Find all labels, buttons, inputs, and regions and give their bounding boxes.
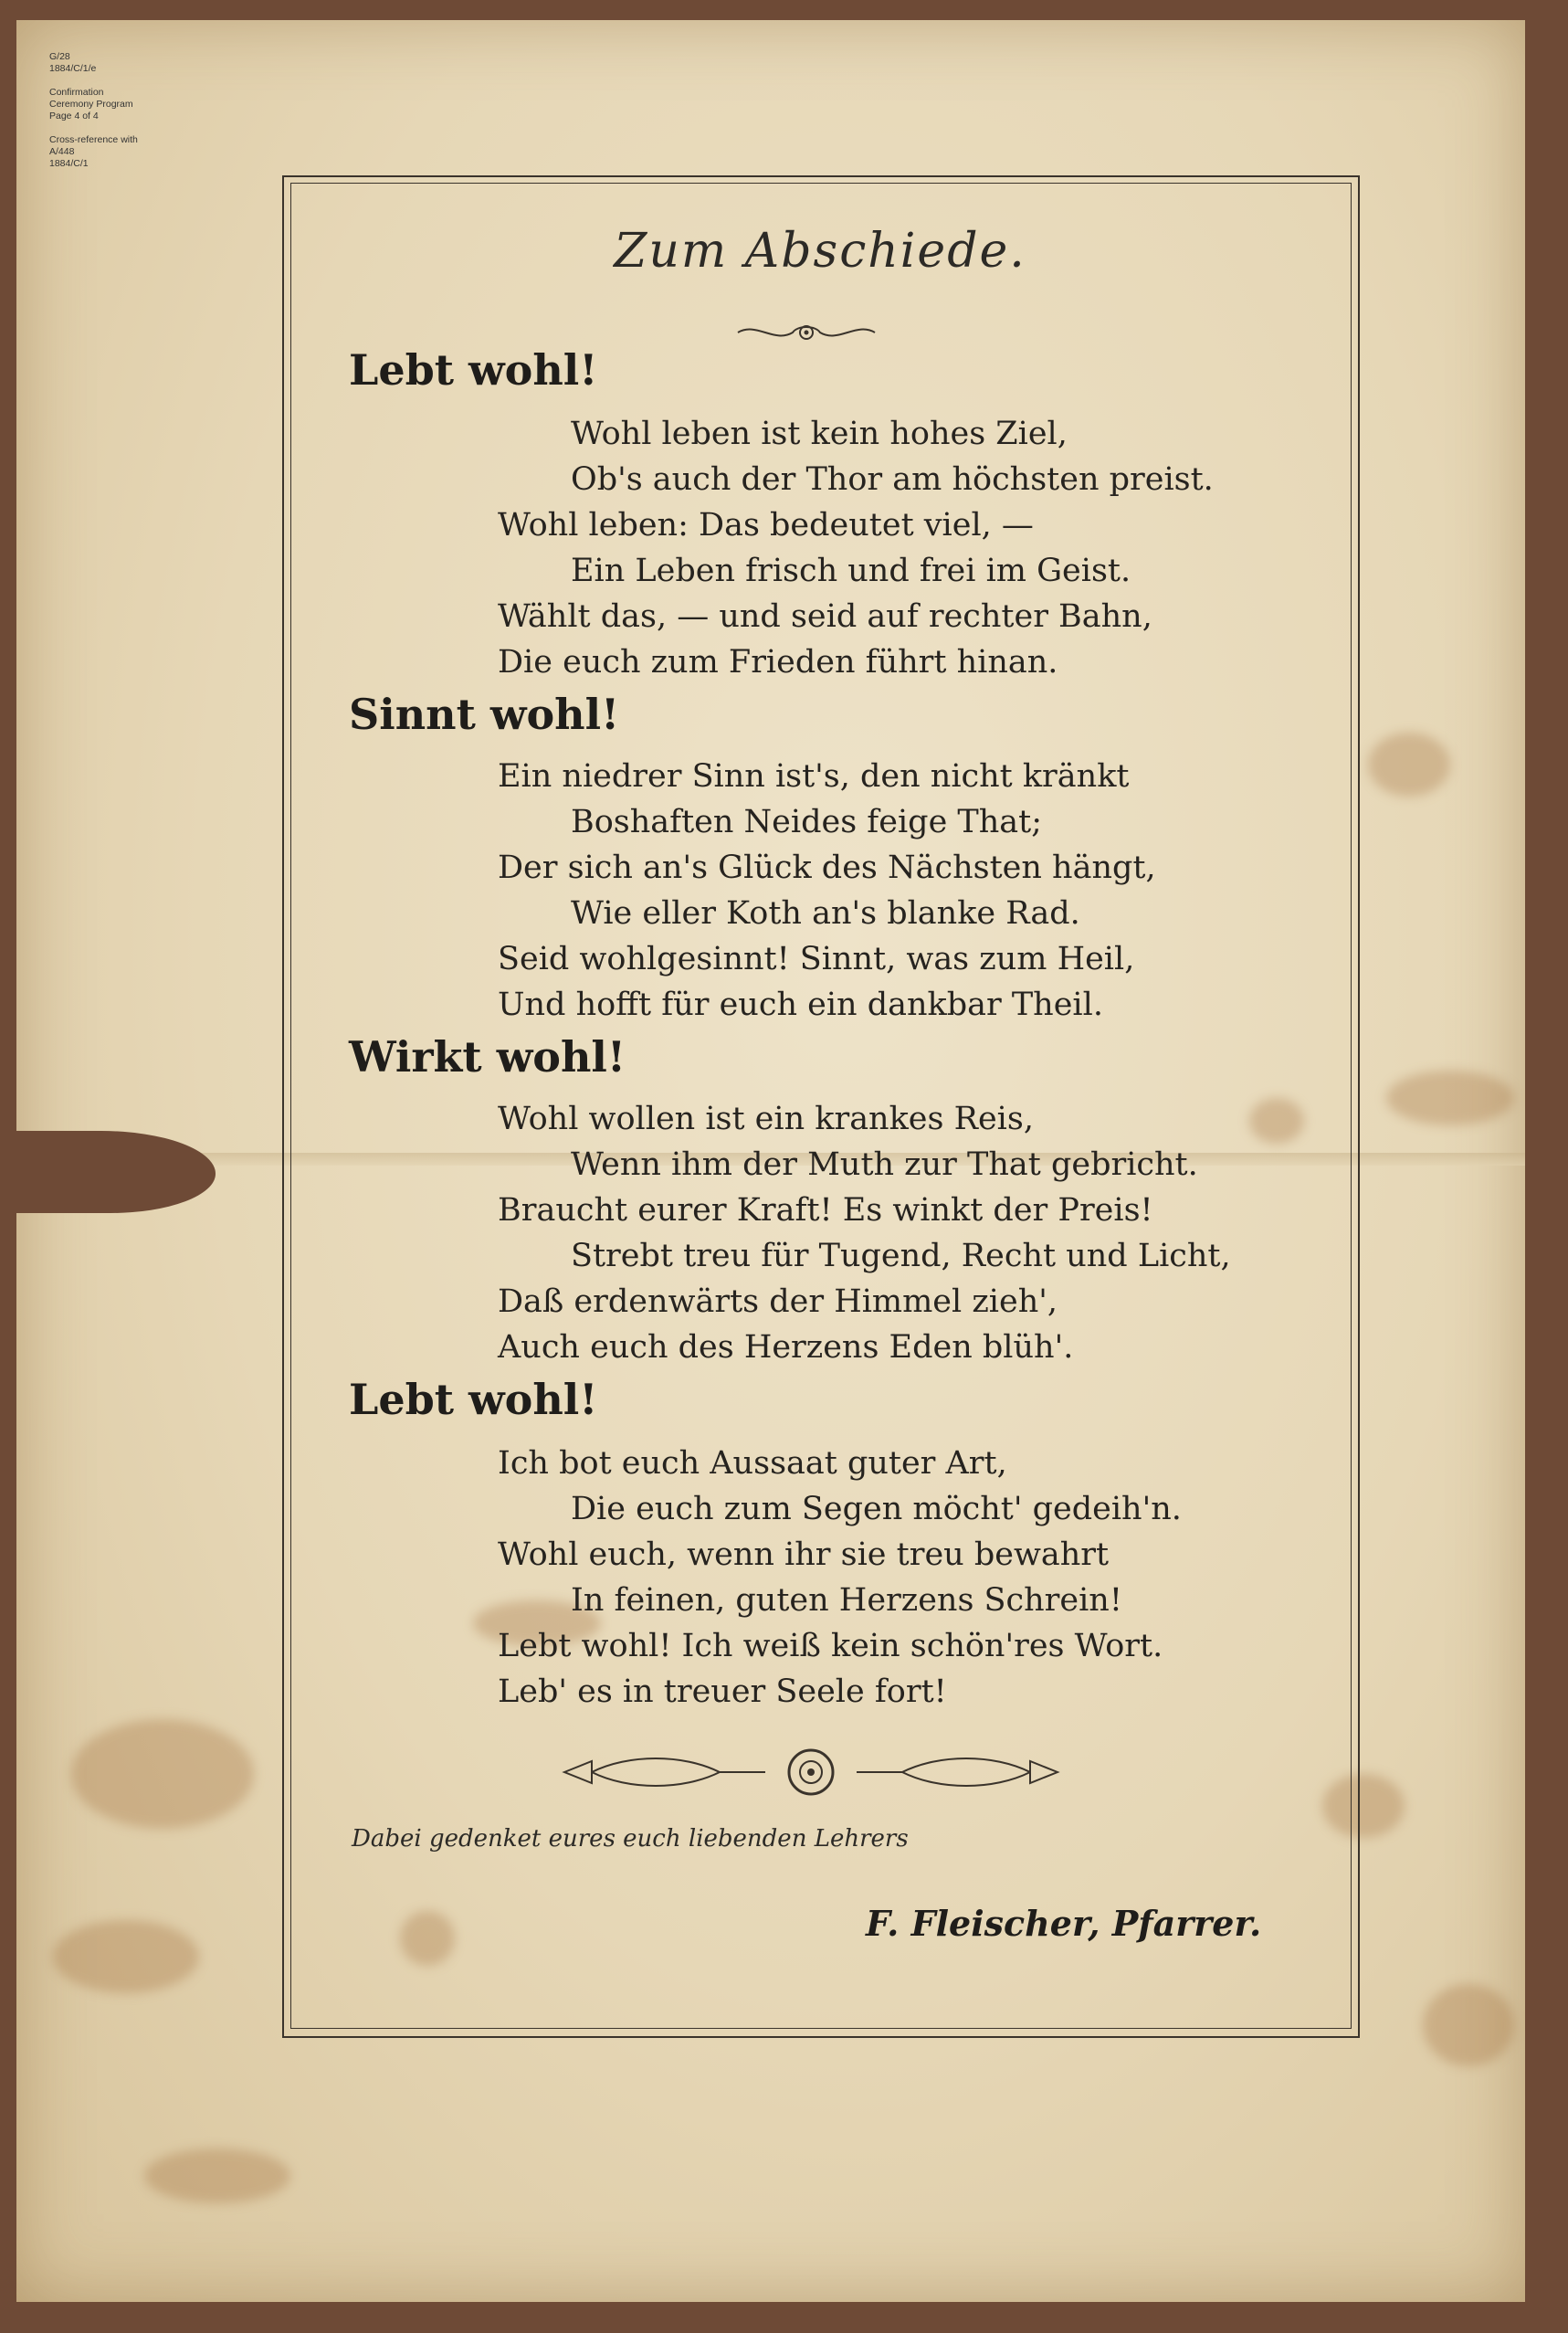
- ornament-divider-icon: [555, 1745, 1067, 1800]
- verse-line: Seid wohlgesinnt! Sinnt, was zum Heil,: [498, 941, 1135, 977]
- archive-label-line: [49, 122, 186, 134]
- stanza-heading: Wirkt wohl!: [349, 1032, 626, 1082]
- verse-line: Ob's auch der Thor am höchsten preist.: [571, 461, 1214, 498]
- archive-label-line: [49, 75, 186, 87]
- signature: F. Fleischer, Pfarrer.: [866, 1903, 1262, 1944]
- archive-label: [49, 51, 186, 170]
- verse-line: Lebt wohl! Ich weiß kein schön'res Wort.: [498, 1628, 1163, 1664]
- verse-line: Strebt treu für Tugend, Recht und Licht,: [571, 1238, 1231, 1274]
- archive-label-line: 1884/C/1: [49, 158, 89, 169]
- archive-label-line: Ceremony Program: [49, 99, 133, 110]
- closing-line: Dabei gedenket eures euch liebenden Lehrers: [352, 1825, 909, 1853]
- ornament-top-icon: [733, 320, 879, 345]
- verse-line: Braucht eurer Kraft! Es winkt der Preis!: [498, 1192, 1153, 1229]
- verse-line: Auch euch des Herzens Eden blüh'.: [498, 1329, 1074, 1366]
- archive-label-line: A/448: [49, 146, 75, 157]
- verse-line: Die euch zum Frieden führt hinan.: [498, 644, 1058, 681]
- page-title: Zum Abschiede.: [614, 224, 1026, 279]
- verse-line: Wählt das, — und seid auf rechter Bahn,: [498, 598, 1152, 635]
- verse-line: Ein niedrer Sinn ist's, den nicht kränkt: [498, 758, 1130, 795]
- verse-line: Wie eller Koth an's blanke Rad.: [571, 895, 1080, 932]
- verse-line: Leb' es in treuer Seele fort!: [498, 1673, 947, 1710]
- verse-line: Der sich an's Glück des Nächsten hängt,: [498, 850, 1156, 886]
- archive-label-line: Cross-reference with: [49, 134, 138, 145]
- verse-line: Die euch zum Segen möcht' gedeih'n.: [571, 1491, 1182, 1527]
- archive-label-line: 1884/C/1/e: [49, 63, 97, 74]
- verse-line: Wohl euch, wenn ihr sie treu bewahrt: [498, 1536, 1110, 1573]
- stanza-heading: Lebt wohl!: [349, 1375, 598, 1424]
- verse-line: Und hofft für euch ein dankbar Theil.: [498, 987, 1103, 1023]
- archive-label-line: Page 4 of 4: [49, 111, 99, 121]
- verse-line: Wohl leben: Das bedeutet viel, —: [498, 507, 1034, 544]
- stanza-heading: Lebt wohl!: [349, 345, 598, 395]
- verse-line: Ein Leben frisch und frei im Geist.: [571, 553, 1131, 589]
- verse-line: Boshaften Neides feige That;: [571, 804, 1043, 840]
- verse-line: Daß erdenwärts der Himmel zieh',: [498, 1283, 1058, 1320]
- verse-line: Wenn ihm der Muth zur That gebricht.: [571, 1146, 1198, 1183]
- verse-line: Ich bot euch Aussaat guter Art,: [498, 1445, 1007, 1482]
- archive-label-line: G/28: [49, 51, 70, 62]
- archive-label-line: Confirmation: [49, 87, 104, 98]
- torn-edge: [0, 1131, 216, 1213]
- verse-line: Wohl wollen ist ein krankes Reis,: [498, 1101, 1034, 1137]
- stanza-heading: Sinnt wohl!: [349, 690, 620, 739]
- verse-line: In feinen, guten Herzens Schrein!: [571, 1582, 1122, 1619]
- verse-line: Wohl leben ist kein hohes Ziel,: [571, 416, 1068, 452]
